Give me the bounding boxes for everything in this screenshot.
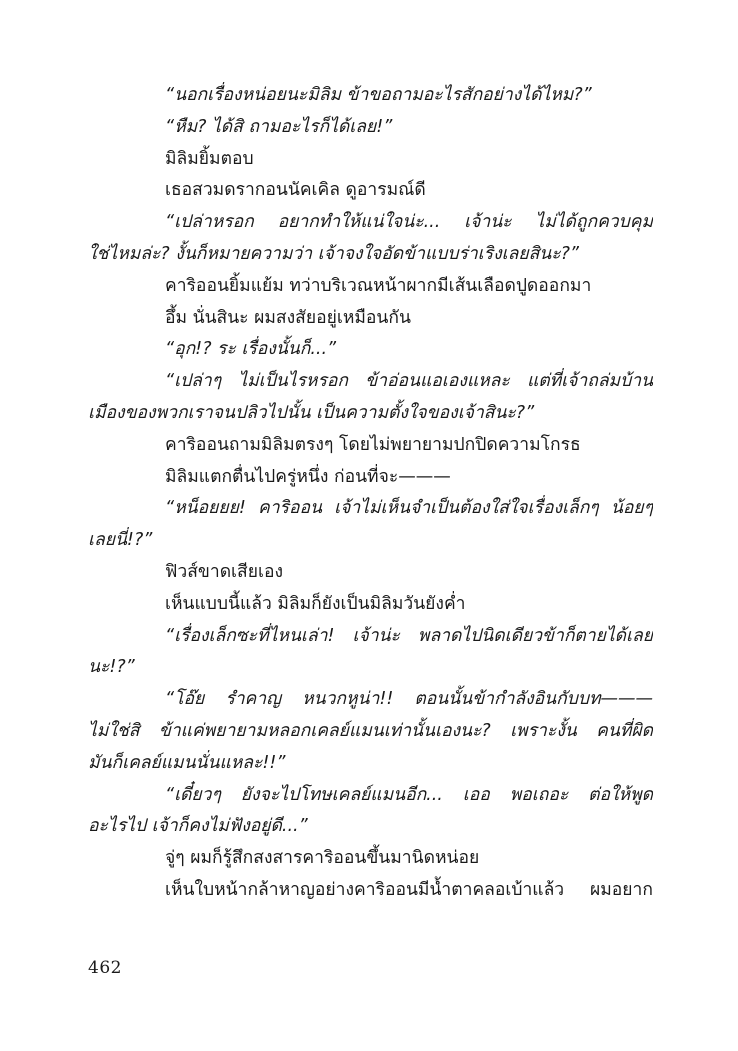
narration-line: เห็นใบหน้ากล้าหาญอย่างคาริออนมีน้ำตาคลอเบ้าแล้ว ผมอยาก: [165, 879, 653, 900]
dialogue-line: เมืองของพวกเราจนปลิวไปนั้น เป็นความตั้งใจของเจ้าสินะ?”: [88, 402, 535, 423]
dialogue-line: “เดี๋ยวๆ ยังจะไปโทษเคลย์แมนอีก... เออ พอเถอะ ต่อให้พูด: [165, 784, 653, 805]
dialogue-line: “อุก!? ระ เรื่องนั้นก็...”: [165, 339, 337, 360]
dialogue-line: นะ!?”: [88, 657, 135, 678]
narration-line: อึ้ม นั่นสินะ ผมสงสัยอยู่เหมือนกัน: [165, 307, 411, 328]
dialogue-line: “เปล่าหรอก อยากทำให้แน่ใจน่ะ... เจ้าน่ะ ไม่ได้ถูกควบคุม: [165, 212, 653, 233]
narration-line: มิลิมยิ้มตอบ: [165, 148, 254, 169]
dialogue-line: ใช่ไหมล่ะ? งั้นก็หมายความว่า เจ้าจงใจอัดข้าแบบร่าเริงเลยสินะ?”: [88, 243, 579, 264]
narration-line: คาริออนถามมิลิมตรงๆ โดยไม่พยายามปกปิดความโกรธ: [165, 434, 581, 455]
narration-line: เธอสวมดรากอนนัคเคิล ดูอารมณ์ดี: [165, 180, 426, 201]
page-number: 462: [88, 958, 122, 978]
dialogue-line: “เรื่องเล็กซะที่ไหนเล่า! เจ้าน่ะ พลาดไปนิดเดียวข้าก็ตายได้เลย: [165, 625, 653, 646]
dialogue-line: “หืม? ได้สิ ถามอะไรก็ได้เลย!”: [165, 116, 393, 137]
dialogue-line: อะไรไป เจ้าก็คงไม่ฟังอยู่ดี...”: [88, 816, 308, 837]
body-text: [88, 80, 653, 907]
dialogue-line: ไม่ใช่สิ ข้าแค่พยายามหลอกเคลย์แมนเท่านั้นเองนะ? เพราะงั้น คนที่ผิด: [88, 720, 653, 741]
dialogue-line: “หน็อยยย! คาริออน เจ้าไม่เห็นจำเป็นต้องใส่ใจเรื่องเล็กๆ น้อยๆ: [165, 498, 653, 519]
dialogue-line: “นอกเรื่องหน่อยนะมิลิม ข้าขอถามอะไรสักอย่างได้ไหม?”: [165, 85, 592, 105]
dialogue-line: เลยนี่!?”: [88, 530, 153, 551]
dialogue-line: มันก็เคลย์แมนนั่นแหละ!!”: [88, 752, 286, 773]
narration-line: เห็นแบบนี้แล้ว มิลิมก็ยังเป็นมิลิมวันยังค่ำ: [165, 593, 466, 614]
narration-line: ฟิวส์ขาดเสียเอง: [165, 561, 284, 582]
dialogue-line: “โอ๊ย รำคาญ หนวกหูน่า!! ตอนนั้นข้ากำลังอินกับบท———: [165, 689, 653, 710]
dialogue-line: “เปล่าๆ ไม่เป็นไรหรอก ข้าอ่อนแอเองแหละ แต่ที่เจ้าถล่มบ้าน: [165, 371, 653, 392]
narration-line: จู่ๆ ผมก็รู้สึกสงสารคาริออนขึ้นมานิดหน่อย: [165, 848, 480, 869]
narration-line: คาริออนยิ้มแย้ม ทว่าบริเวณหน้าผากมีเส้นเลือดปูดออกมา: [165, 275, 592, 296]
narration-line: มิลิมแตกตื่นไปครู่หนึ่ง ก่อนที่จะ———: [165, 466, 451, 487]
